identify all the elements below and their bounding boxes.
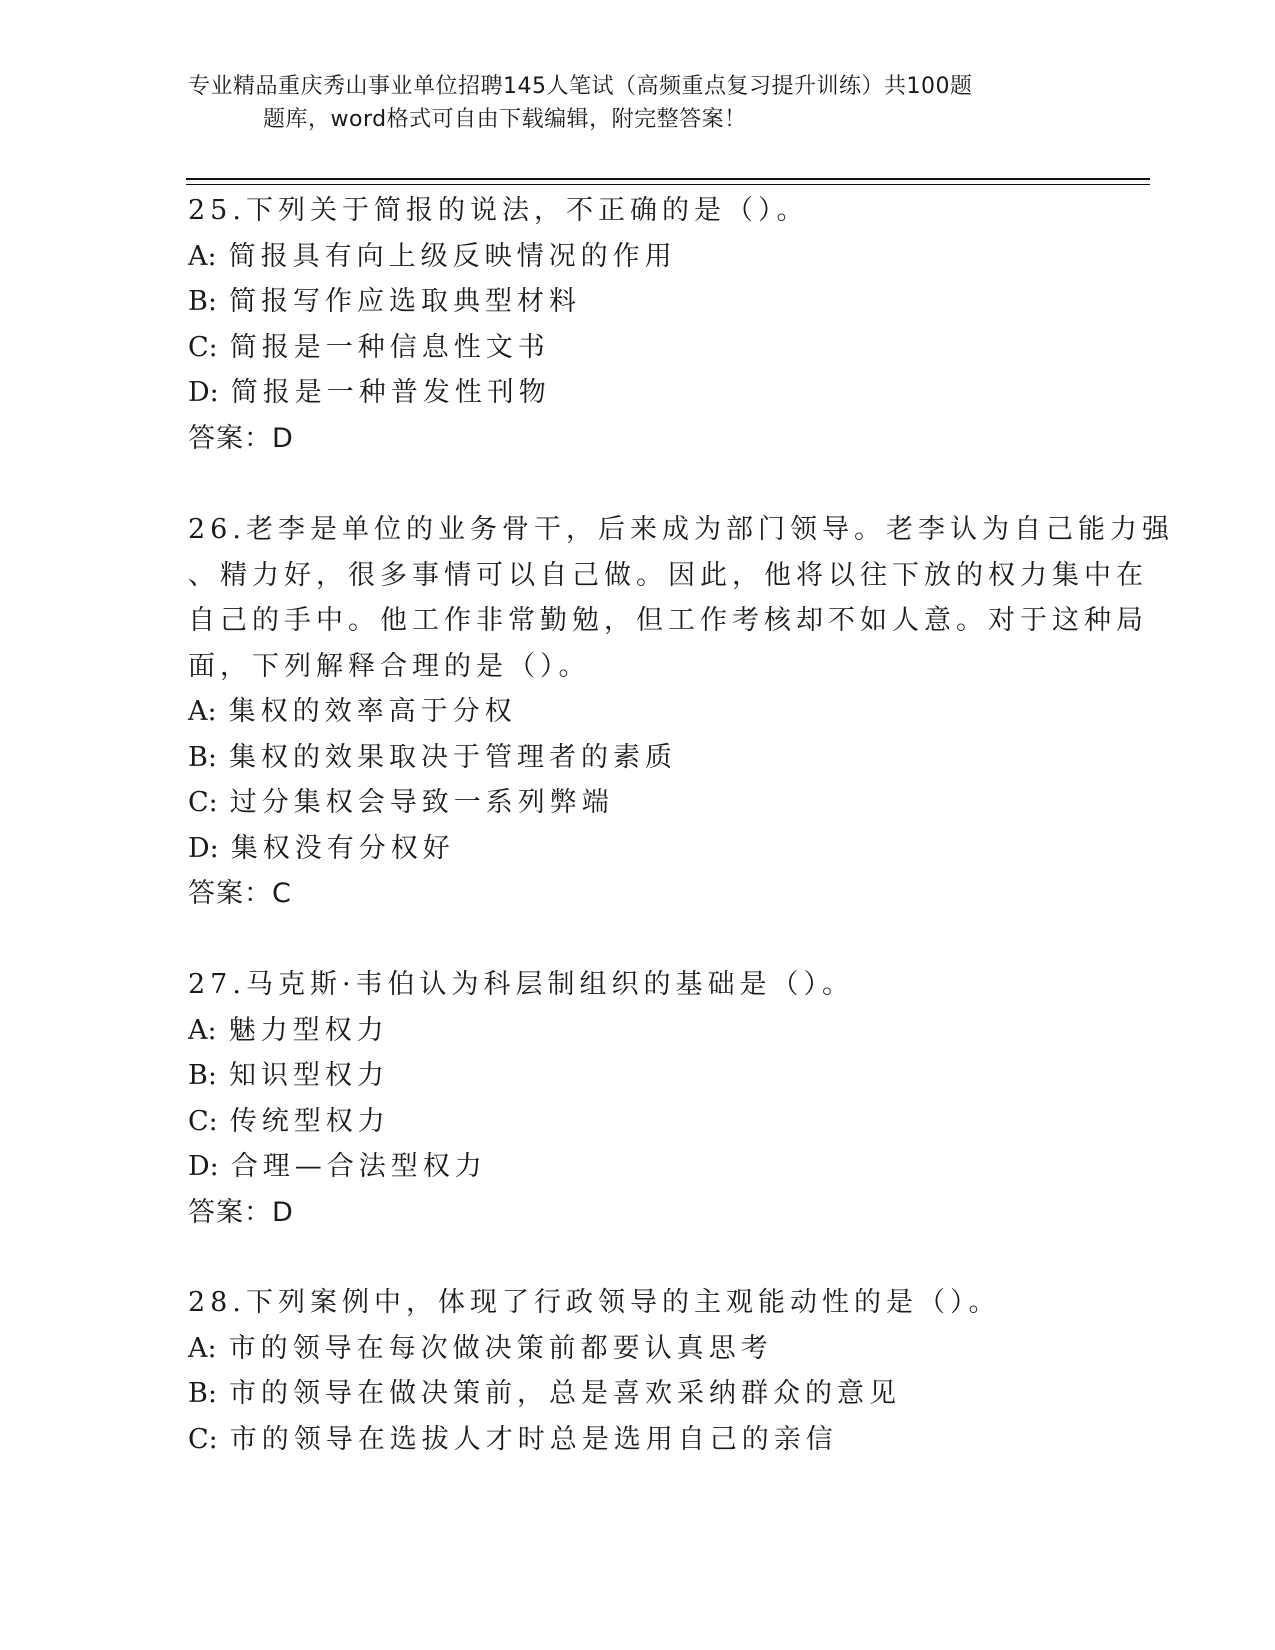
question-stem: 28.下列案例中，体现了行政领导的主观能动性的是（）。 xyxy=(188,1287,1001,1318)
option-label: C: xyxy=(188,787,218,818)
option-text: 集权没有分权好 xyxy=(230,832,455,864)
option-text: 集权的效果取决于管理者的素质 xyxy=(228,741,677,773)
option-label: A: xyxy=(188,1332,217,1364)
option-label: B: xyxy=(188,1060,217,1091)
answer: 答案：D xyxy=(188,1196,294,1228)
option-a xyxy=(188,234,1088,280)
option-label: C: xyxy=(188,331,218,363)
option-b xyxy=(188,1053,1088,1099)
option-text: 市的领导在选拔人才时总是选用自己的亲信 xyxy=(229,1423,838,1455)
header-title-line-1: 专业精品重庆秀山事业单位招聘145人笔试（高频重点复习提升训练）共100题 xyxy=(188,74,973,99)
question-stem-line-3: 自己的手中。他工作非常勤勉，但工作考核却不如人意。对于这种局 xyxy=(188,605,1148,636)
option-label: B: xyxy=(188,1378,217,1409)
option-label: D: xyxy=(188,1151,219,1182)
option-text: 知识型权力 xyxy=(228,1060,389,1091)
option-d xyxy=(188,1144,1088,1190)
option-b xyxy=(188,279,1088,325)
option-label: D: xyxy=(188,377,219,408)
option-label: C: xyxy=(188,1423,218,1455)
option-d xyxy=(188,370,1088,416)
option-label: A: xyxy=(188,1014,217,1046)
question-stem-line-1: 26.老李是单位的业务骨干，后来成为部门领导。老李认为自己能力强 xyxy=(188,514,1174,545)
option-label: B: xyxy=(188,286,217,317)
option-a xyxy=(188,689,1088,735)
answer: 答案：C xyxy=(188,878,292,909)
option-text: 简报是一种普发性刊物 xyxy=(230,377,551,408)
question-stem: 25.下列关于简报的说法，不正确的是（）。 xyxy=(188,195,809,226)
option-text: 集权的效率高于分权 xyxy=(228,696,517,727)
answer: 答案：D xyxy=(188,422,294,454)
option-label: A: xyxy=(188,240,217,272)
option-c xyxy=(188,325,1088,371)
option-d xyxy=(188,826,1088,872)
option-text: 合理—合法型权力 xyxy=(230,1151,487,1182)
option-label: B: xyxy=(188,741,217,773)
question-stem-line-4: 面，下列解释合理的是（）。 xyxy=(188,650,591,682)
option-text: 魅力型权力 xyxy=(228,1014,389,1046)
header-divider-thin xyxy=(186,184,1150,185)
option-c xyxy=(188,1417,1088,1463)
option-text: 市的领导在做决策前，总是喜欢采纳群众的意见 xyxy=(228,1378,901,1409)
question-28 xyxy=(188,1280,1088,1462)
option-text: 市的领导在每次做决策前都要认真思考 xyxy=(228,1332,773,1364)
question-27 xyxy=(188,962,1088,1235)
option-label: D: xyxy=(188,832,219,864)
option-text: 简报写作应选取典型材料 xyxy=(228,286,581,317)
option-a xyxy=(188,1008,1088,1054)
option-b xyxy=(188,735,1088,781)
header-title-line-2: 题库，word格式可自由下载编辑，附完整答案！ xyxy=(263,107,747,132)
option-c xyxy=(188,780,1088,826)
document-header xyxy=(188,70,1088,136)
option-text: 过分集权会导致一系列弊端 xyxy=(229,787,614,818)
option-a xyxy=(188,1326,1088,1372)
question-stem: 27.马克斯·韦伯认为科层制组织的基础是（）。 xyxy=(188,969,855,1000)
option-label: C: xyxy=(188,1105,218,1137)
question-26 xyxy=(188,507,1174,917)
option-text: 传统型权力 xyxy=(229,1105,390,1137)
option-label: A: xyxy=(188,696,217,727)
question-stem-line-2: 、精力好，很多事情可以自己做。因此，他将以往下放的权力集中在 xyxy=(188,559,1148,591)
option-text: 简报具有向上级反映情况的作用 xyxy=(228,240,677,272)
question-25 xyxy=(188,188,1088,461)
option-text: 简报是一种信息性文书 xyxy=(229,331,550,363)
option-c xyxy=(188,1099,1088,1145)
header-divider-thick xyxy=(186,178,1150,180)
option-b xyxy=(188,1371,1088,1417)
